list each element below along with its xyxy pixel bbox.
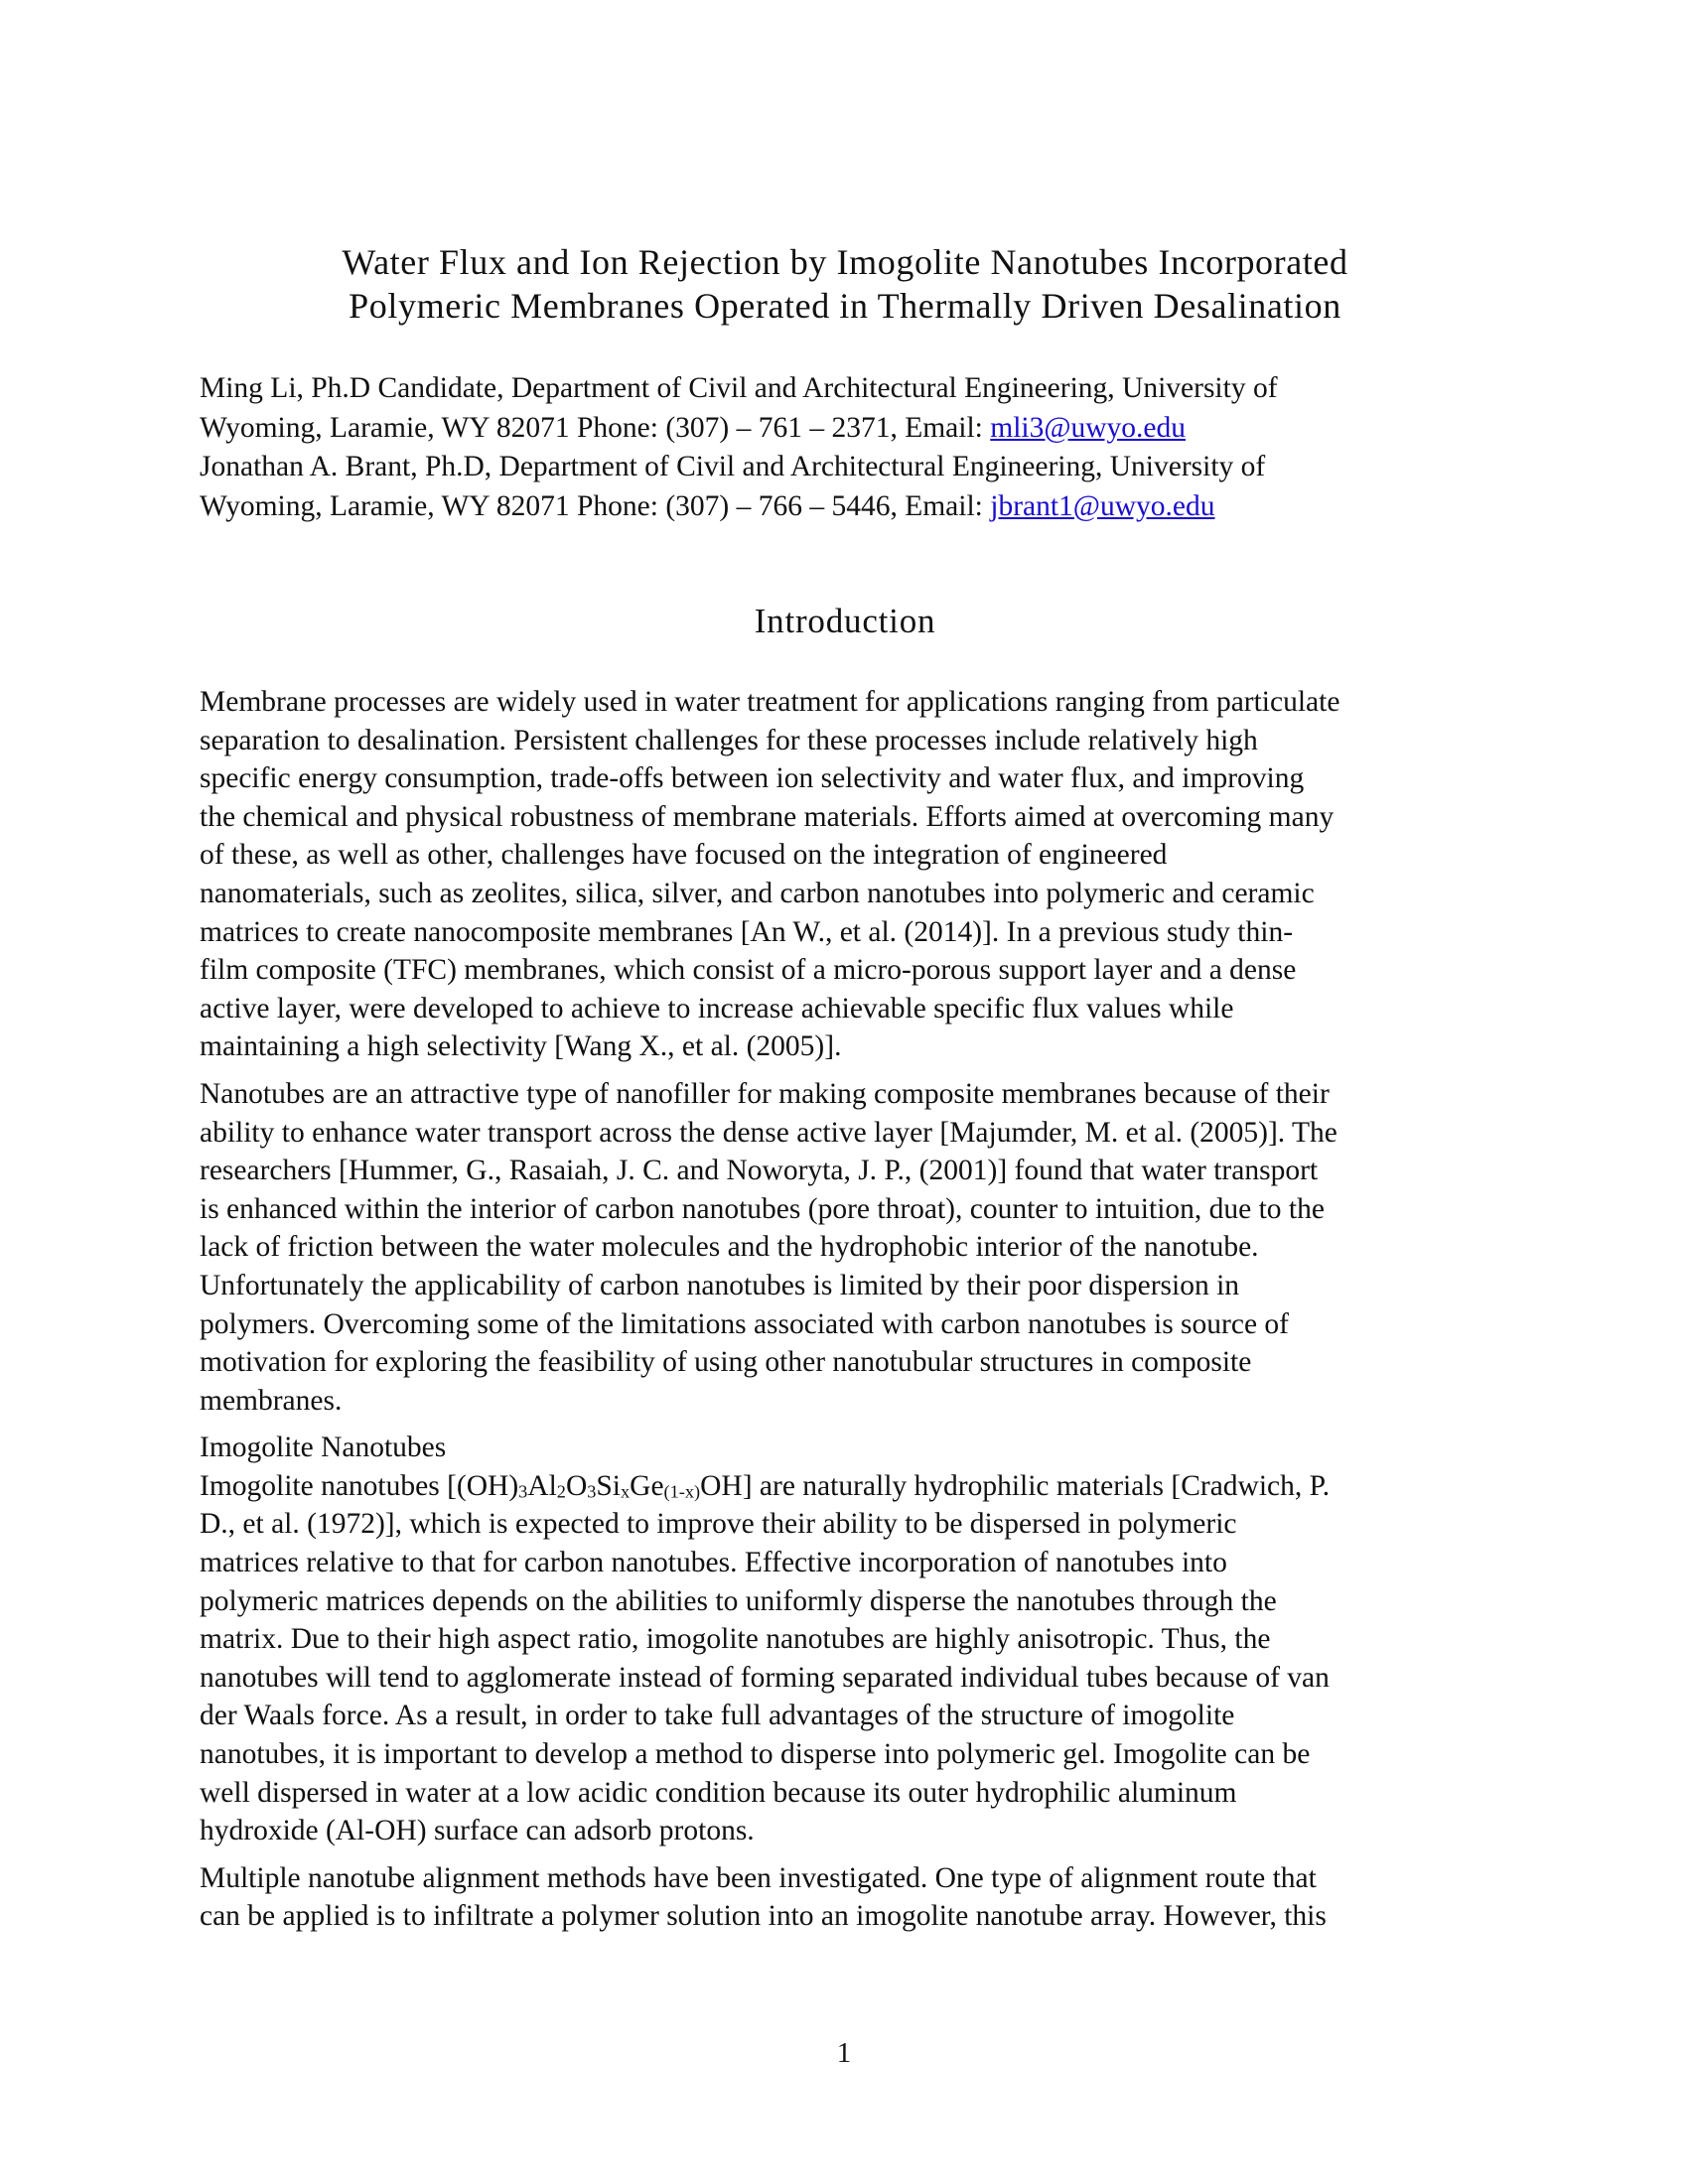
text-fragment: OH] are naturally hydrophilic materials [Cradwich, P.	[700, 1469, 1331, 1502]
text-line: the chemical and physical robustness of membrane materials. Efforts aimed at overcoming many	[200, 800, 1335, 833]
text-line: der Waals force. As a result, in order to take full advantages of the structure of imogolite	[200, 1700, 1235, 1732]
title-line: Water Flux and Ion Rejection by Imogolite Nanotubes Incorporated	[342, 242, 1348, 282]
subsection-imogolite-nanotubes	[200, 1429, 1490, 1850]
author-contact	[200, 409, 1490, 449]
contact-details: Wyoming, Laramie, WY 82071 Phone: (307) – 761 – 2371, Email:	[200, 411, 991, 444]
text-line: hydroxide (Al-OH) surface can adsorb protons.	[200, 1815, 755, 1847]
author-contact	[200, 487, 1490, 527]
contact-details: Wyoming, Laramie, WY 82071 Phone: (307) – 766 – 5446, Email:	[200, 489, 991, 522]
text-line: lack of friction between the water molecules and the hydrophobic interior of the nanotube.	[200, 1231, 1259, 1264]
text-fragment: Imogolite nanotubes [(OH)	[200, 1469, 519, 1502]
author-block	[200, 369, 1490, 526]
text-fragment: O	[565, 1469, 588, 1502]
text-line: polymers. Overcoming some of the limitations associated with carbon nanotubes is source of	[200, 1307, 1289, 1340]
text-line: nanotubes will tend to agglomerate instead of forming separated individual tubes because of van	[200, 1661, 1330, 1694]
text-line: nanotubes, it is important to develop a method to disperse into polymeric gel. Imogolite can be	[200, 1738, 1311, 1771]
text-line: can be applied is to infiltrate a polymer solution into an imogolite nanotube array. However, this	[200, 1900, 1327, 1933]
text-fragment: Ge	[630, 1469, 664, 1502]
text-line: polymeric matrices depends on the abilities to uniformly disperse the nanotubes through the	[200, 1584, 1277, 1617]
body-text	[200, 683, 1490, 1945]
text-line: separation to desalination. Persistent challenges for these processes include relatively high	[200, 724, 1258, 756]
subscript: 2	[556, 1481, 566, 1502]
text-line: matrix. Due to their high aspect ratio, imogolite nanotubes are highly anisotropic. Thus, the	[200, 1623, 1271, 1656]
text-line: active layer, were developed to achieve to increase achievable specific flux values while	[200, 992, 1234, 1024]
text-line: matrices relative to that for carbon nanotubes. Effective incorporation of nanotubes into	[200, 1547, 1227, 1579]
text-line: maintaining a high selectivity [Wang X., et al. (2005)].	[200, 1030, 842, 1063]
title-line: Polymeric Membranes Operated in Thermally Driven Desalination	[349, 286, 1341, 326]
text-line: motivation for exploring the feasibility of using other nanotubular structures in composite	[200, 1346, 1252, 1379]
author-affiliation: Jonathan A. Brant, Ph.D, Department of Civil and Architectural Engineering, University of	[200, 451, 1266, 482]
text-line: well dispersed in water at a low acidic condition because its outer hydrophilic aluminum	[200, 1776, 1237, 1809]
text-fragment: Al	[527, 1469, 557, 1502]
text-line: is enhanced within the interior of carbon nanotubes (pore throat), counter to intuition, due to the	[200, 1192, 1325, 1225]
text-line: nanomaterials, such as zeolites, silica, silver, and carbon nanotubes into polymeric and ceramic	[200, 877, 1315, 909]
text-line: D., et al. (1972)], which is expected to improve their ability to be dispersed in polymeric	[200, 1508, 1237, 1541]
text-line: researchers [Hummer, G., Rasaiah, J. C. and Noworyta, J. P., (2001)] found that water transport	[200, 1155, 1319, 1187]
subscript: 3	[518, 1481, 528, 1502]
subscript: x	[621, 1481, 631, 1502]
section-heading-introduction: Introduction	[754, 602, 936, 640]
author-affiliation: Ming Li, Ph.D Candidate, Department of Civil and Architectural Engineering, University of	[200, 372, 1278, 404]
paragraph	[200, 1859, 1490, 1936]
paragraph	[200, 683, 1490, 1066]
text-line: Nanotubes are an attractive type of nanofiller for making composite membranes because of their	[200, 1077, 1330, 1110]
text-line: specific energy consumption, trade-offs between ion selectivity and water flux, and improving	[200, 762, 1305, 795]
text-line: Membrane processes are widely used in water treatment for applications ranging from particulate	[200, 686, 1340, 718]
email-link[interactable]: mli3@uwyo.edu	[990, 411, 1187, 444]
email-link[interactable]: jbrant1@uwyo.edu	[990, 489, 1215, 522]
subsection-heading: Imogolite Nanotubes	[200, 1432, 447, 1464]
paragraph	[200, 1075, 1490, 1420]
page-number: 1	[836, 2037, 852, 2069]
text-line: membranes.	[200, 1384, 343, 1417]
text-line: matrices to create nanocomposite membranes [An W., et al. (2014)]. In a previous study thin-	[200, 915, 1294, 948]
subscript: (1-x)	[663, 1481, 701, 1502]
text-line: film composite (TFC) membranes, which consist of a micro-porous support layer and a dense	[200, 954, 1297, 987]
chemical-formula-line	[200, 1467, 1490, 1506]
text-line: of these, as well as other, challenges have focused on the integration of engineered	[200, 839, 1168, 872]
text-line: Unfortunately the applicability of carbon nanotubes is limited by their poor dispersion in	[200, 1269, 1240, 1301]
paper-title	[200, 240, 1490, 328]
text-line: Multiple nanotube alignment methods have been investigated. One type of alignment route that	[200, 1861, 1317, 1894]
subscript: 3	[587, 1481, 597, 1502]
text-fragment: Si	[596, 1469, 621, 1502]
text-line: ability to enhance water transport across the dense active layer [Majumder, M. et al. (2005)]. The	[200, 1116, 1337, 1149]
